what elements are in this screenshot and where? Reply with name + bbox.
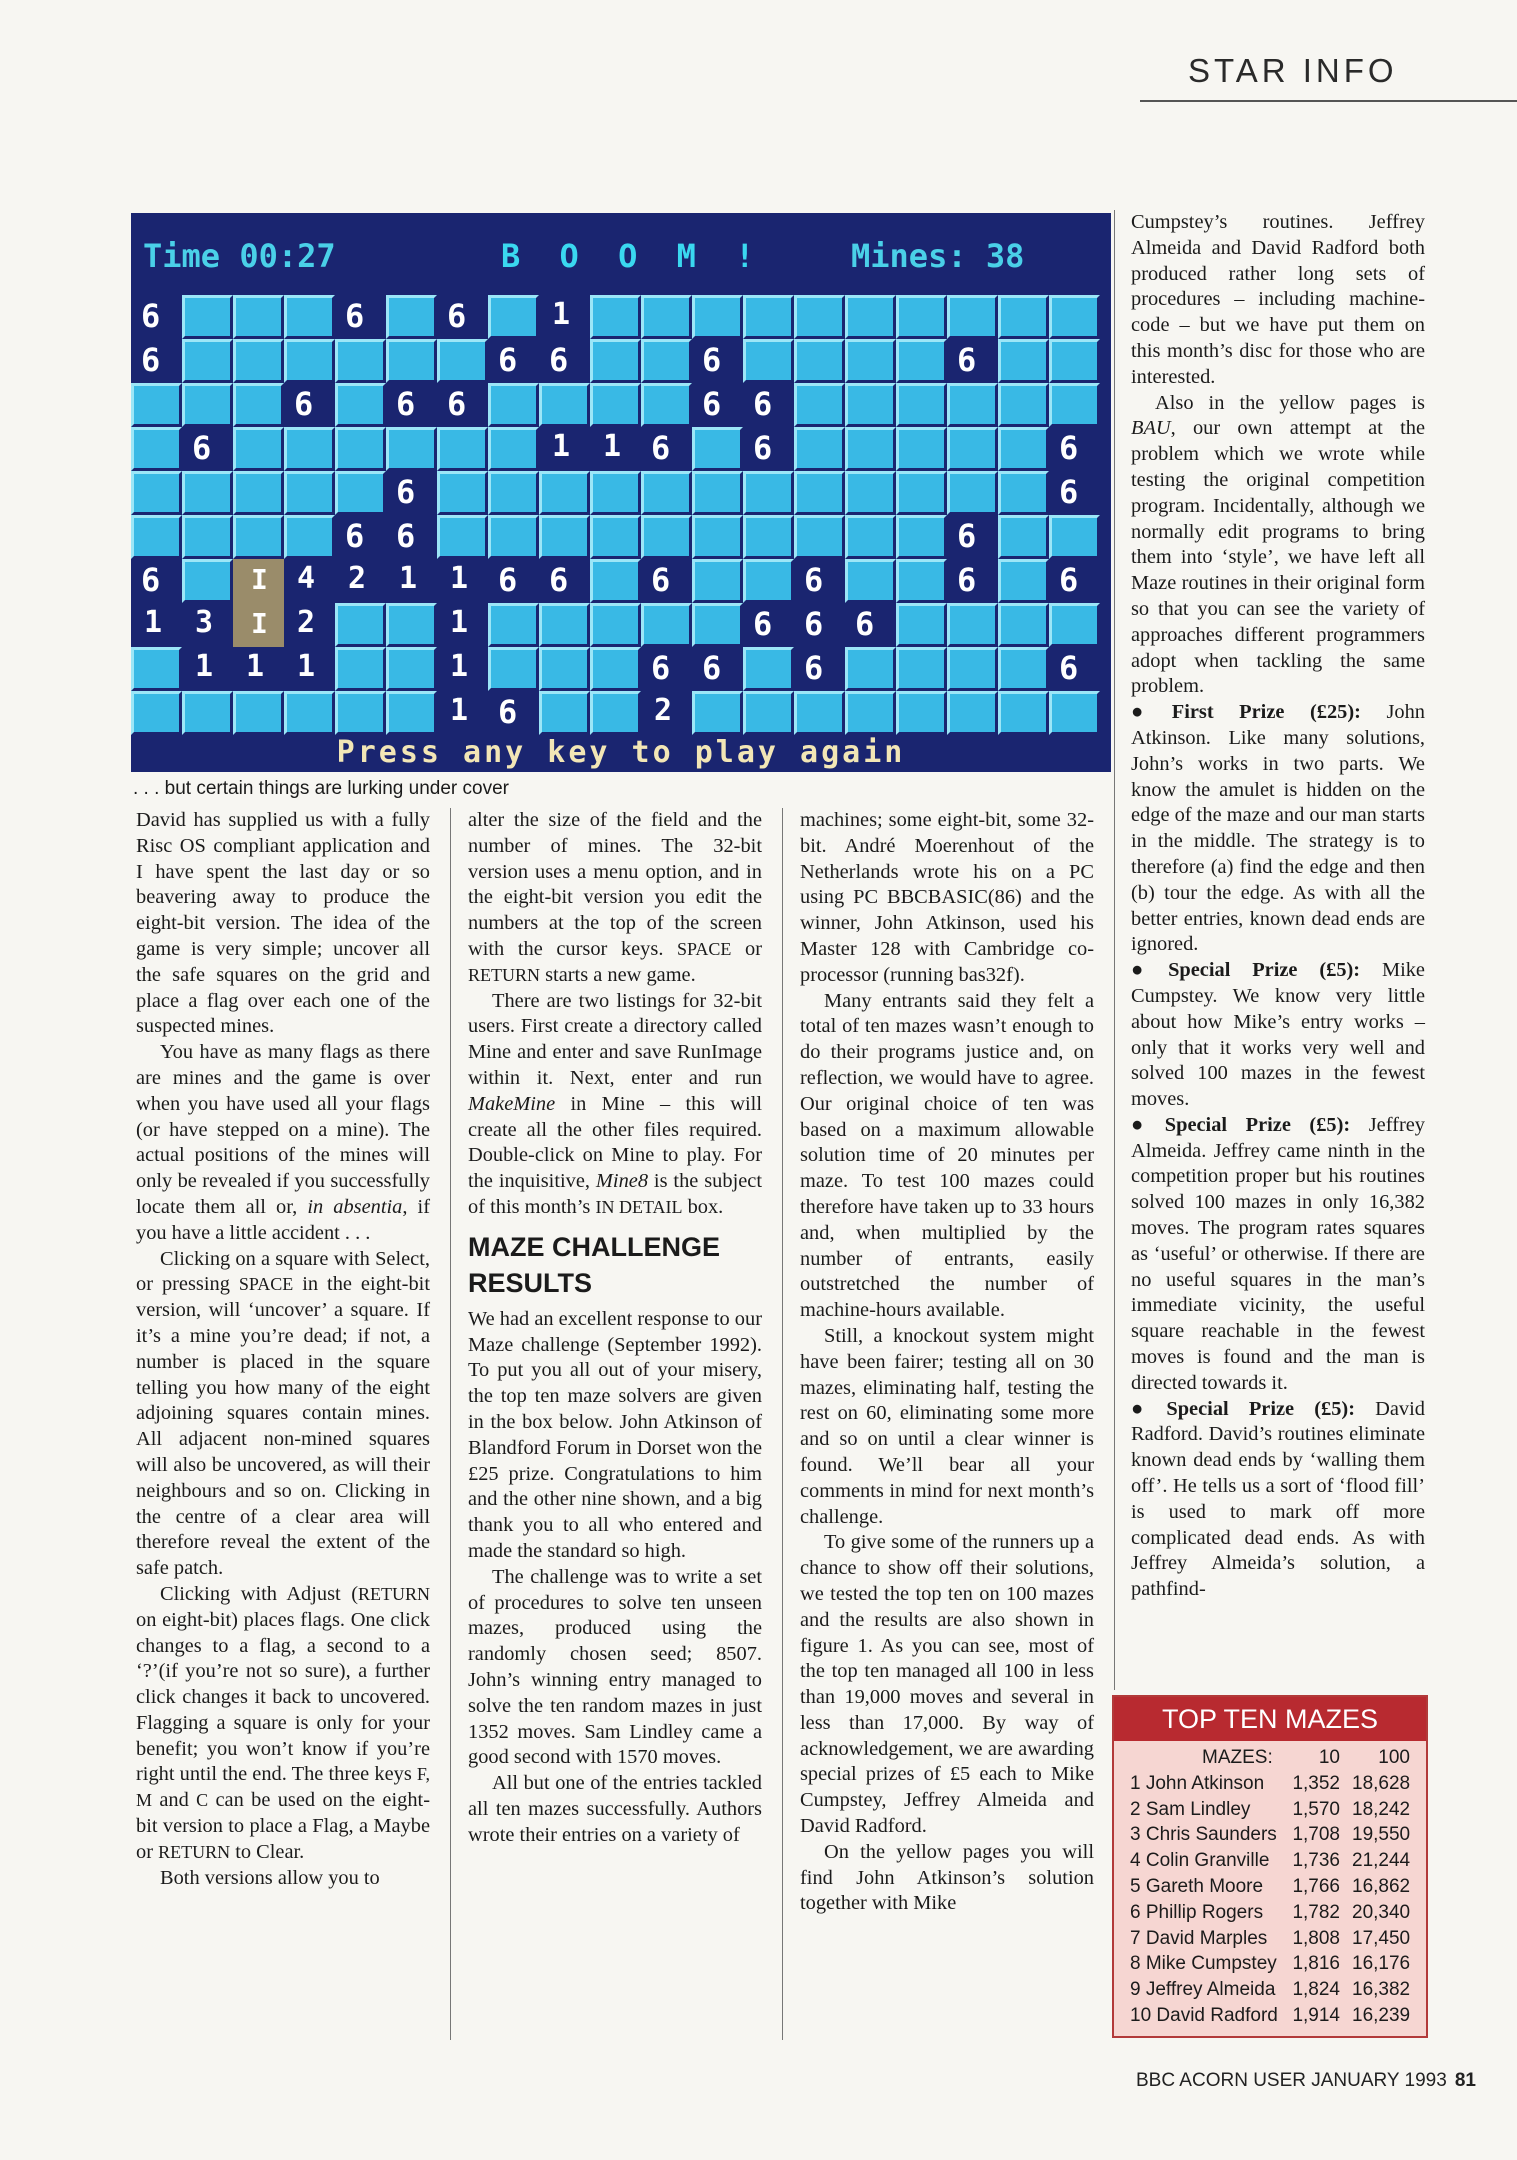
table-body (1114, 1771, 1426, 2029)
grid-cell (794, 691, 845, 735)
column-rule (1114, 210, 1115, 1690)
grid-cell (743, 295, 794, 339)
grid-cell (539, 515, 590, 559)
grid-cell (794, 471, 845, 515)
grid-cell (641, 515, 692, 559)
grid-cell (131, 383, 182, 427)
grid-cell (539, 559, 590, 603)
table-title: TOP TEN MAZES (1114, 1697, 1426, 1741)
grid-cell (437, 603, 488, 647)
grid-cell (1049, 515, 1100, 559)
column-rule (782, 808, 783, 2040)
grid-cell (845, 559, 896, 603)
grid-cell (641, 339, 692, 383)
grid-cell (335, 691, 386, 735)
grid-cell (386, 691, 437, 735)
game-timer: Time 00:27 (143, 237, 336, 275)
table-header-cell: MAZES: (1202, 1747, 1273, 1768)
paragraph: Both versions allow you to (160, 1866, 380, 1889)
grid-cell (947, 647, 998, 691)
grid-cell (539, 471, 590, 515)
grid-cell (845, 515, 896, 559)
section-heading: MAZE CHALLENGE RESULTS (468, 1231, 720, 1298)
table-header-cell: 10 (1318, 1747, 1340, 1768)
grid-cell (488, 427, 539, 471)
grid-cell (386, 339, 437, 383)
grid-cell (437, 559, 488, 603)
grid-cell (233, 427, 284, 471)
table-cell: 6 Phillip Rogers (1130, 1901, 1264, 1923)
grid-cell (896, 339, 947, 383)
grid-cell (998, 295, 1049, 339)
grid-cell (182, 603, 233, 647)
article-column-2 (468, 808, 762, 1848)
grid-cell (488, 515, 539, 559)
table-cell: 7 David Marples (1130, 1927, 1268, 1949)
grid-cell (641, 471, 692, 515)
table-cell: 1,782 (1292, 1901, 1340, 1923)
page-footer (1136, 2070, 1476, 2092)
table-row (1114, 1797, 1426, 1823)
grid-cell (692, 295, 743, 339)
grid-cell (692, 603, 743, 647)
prize-entry: ● Special Prize (£5): David Radford. David’s routines eliminate known dead ends by ‘walling them off’. He tells us a sort of ‘flood fill’ is used to mark off more complicated dead ends. As with Jeffrey Almeida’s solution, a pathfind- (1131, 1397, 1425, 1603)
grid-cell (131, 691, 182, 735)
grid-cell (386, 427, 437, 471)
grid-cell (896, 603, 947, 647)
grid-cell (794, 383, 845, 427)
grid-cell (845, 603, 896, 647)
paragraph: There are two listings for 32-bit users. First create a directory called Mine and enter and save RunImage within it. Next, enter and run MakeMine in Mine – this will create all the other files required. Double-click on Mine to play. For the inquisitive, Mine8 is the subject of this month’s IN DETAIL box. (468, 989, 763, 1218)
grid-cell (947, 515, 998, 559)
grid-cell (998, 691, 1049, 735)
grid-cell (131, 339, 182, 383)
grid-cell (284, 691, 335, 735)
table-cell: 18,242 (1352, 1798, 1411, 1820)
table-cell: 1 John Atkinson (1130, 1772, 1265, 1794)
grid-cell (131, 427, 182, 471)
table-cell: 1,708 (1292, 1824, 1340, 1846)
grid-cell (131, 295, 182, 339)
section-title: STAR INFO (1188, 52, 1398, 89)
grid-cell (1049, 559, 1100, 603)
grid-cell (131, 647, 182, 691)
prize-entry: ● Special Prize (£5): Mike Cumpstey. We know very little about how Mike’s entry works – only that it works very well and solved 100 mazes in the fewest moves. (1131, 958, 1425, 1113)
grid-cell (488, 471, 539, 515)
paragraph: You have as many flags as there are mines and the game is over when you have used all your flags (or have stepped on a mine). The actual positions of the mines will only be revealed if you successfully locate them all or, in absentia, if you have a little accident . . . (136, 1041, 430, 1244)
table-cell: 1,808 (1292, 1927, 1340, 1949)
grid-cell (233, 603, 284, 647)
grid-cell (539, 603, 590, 647)
grid-cell (641, 691, 692, 735)
grid-cell (590, 515, 641, 559)
grid-cell (1049, 427, 1100, 471)
grid-cell (488, 295, 539, 339)
paragraph: David has supplied us with a fully Risc OS compliant application and I have spent the last day or so beavering away to produce the eight-bit version. The idea of the game is very simple; uncover all the safe squares on the grid and place a flag over each one of the suspected mines. (136, 809, 430, 1038)
grid-cell (386, 647, 437, 691)
table-cell: 3 Chris Saunders (1130, 1824, 1277, 1846)
grid-cell (998, 515, 1049, 559)
grid-cell (335, 515, 386, 559)
grid-cell (233, 339, 284, 383)
grid-cell (692, 427, 743, 471)
grid-cell (794, 515, 845, 559)
grid-cell (437, 691, 488, 735)
grid-cell (998, 603, 1049, 647)
table-row (1114, 1926, 1426, 1952)
paragraph: Clicking on a square with Select, or pressing SPACE in the eight-bit version, will ‘uncover’ a square. If it’s a mine you’re dead; if not, a number is placed in the square telling you how many of the eight adjoining squares contain mines. All adjacent non-mined squares will also be uncovered, as will their neighbours and so on. Clicking in the centre of a clear area will therefore reveal the extent of the safe patch. (136, 1247, 430, 1580)
grid-cell (845, 427, 896, 471)
table-row (1114, 1848, 1426, 1874)
grid-cell (896, 559, 947, 603)
grid-cell (488, 647, 539, 691)
table-cell: 1,816 (1292, 1953, 1340, 1975)
grid-cell (641, 383, 692, 427)
grid-cell (590, 603, 641, 647)
grid-cell (488, 559, 539, 603)
grid-cell (488, 603, 539, 647)
grid-cell (488, 339, 539, 383)
grid-cell (641, 427, 692, 471)
grid-cell (692, 339, 743, 383)
grid-cell (845, 383, 896, 427)
magazine-issue: BBC ACORN USER JANUARY 1993 (1136, 2070, 1447, 2091)
grid-cell (182, 383, 233, 427)
grid-cell (131, 471, 182, 515)
table-cell: 17,450 (1352, 1927, 1411, 1949)
paragraph: On the yellow pages you will find John Atkinson’s solution together with Mike (800, 1840, 1094, 1915)
grid-cell (386, 383, 437, 427)
grid-cell (845, 339, 896, 383)
paragraph: We had an excellent response to our Maze challenge (September 1992). To put you all out of your misery, the top ten maze solvers are given in the box below. John Atkinson of Blandford Forum in Dorset won the £25 prize. Congratulations to him and the other nine shown, and a big thank you to all who entered and made the standard so high. (468, 1307, 762, 1562)
grid-cell (641, 295, 692, 339)
table-cell: 2 Sam Lindley (1130, 1798, 1251, 1820)
grid-cell (284, 647, 335, 691)
grid-cell (182, 295, 233, 339)
grid-cell (692, 471, 743, 515)
grid-cell (182, 647, 233, 691)
table-cell: 1,352 (1292, 1772, 1340, 1794)
grid-cell (1049, 295, 1100, 339)
paragraph: Still, a knockout system might have been fairer; testing all on 30 mazes, eliminating half, testing the rest on 60, eliminating some more and so on until a clear winner is found. We’ll bear all your comments in mind for next month’s challenge. (800, 1324, 1094, 1528)
table-cell: 19,550 (1352, 1824, 1411, 1846)
game-hud (131, 213, 1111, 293)
mine-counter: Mines: 38 (851, 237, 1025, 275)
grid-cell (896, 647, 947, 691)
grid-cell (284, 427, 335, 471)
table-cell: 18,628 (1352, 1772, 1411, 1794)
grid-cell (794, 603, 845, 647)
grid-cell (233, 559, 284, 603)
grid-cell (590, 691, 641, 735)
paragraph: machines; some eight-bit, some 32-bit. André Moerenhout of the Netherlands wrote his on a PC using PC BBCBASIC(86) and the winner, John Atkinson, used his Master 128 with Cambridge co-processor (running bas32f). (800, 809, 1094, 986)
grid-cell (335, 471, 386, 515)
grid-cell (539, 383, 590, 427)
paragraph: Many entrants said they felt a total of ten mazes wasn’t enough to do their programs justice and, on reflection, we would have to agree. Our original choice of ten was based on a maximum allowable solution time of 20 minutes per maze. To test 100 mazes could therefore have taken up to 33 hours and, when multiplied by the number of entrants, easily outstretched the number of machine-hours available. (800, 989, 1094, 1322)
grid-cell (590, 295, 641, 339)
grid-cell (947, 559, 998, 603)
grid-cell (182, 559, 233, 603)
grid-cell (437, 515, 488, 559)
grid-cell (896, 471, 947, 515)
grid-cell (998, 559, 1049, 603)
table-row (1114, 1771, 1426, 1797)
grid-cell (182, 691, 233, 735)
table-cell: 1,824 (1292, 1979, 1340, 2001)
grid-cell (284, 383, 335, 427)
grid-cell (692, 559, 743, 603)
table-row (1114, 1874, 1426, 1900)
grid-cell (692, 647, 743, 691)
grid-cell (998, 383, 1049, 427)
grid-cell (590, 559, 641, 603)
grid-cell (845, 691, 896, 735)
grid-cell (284, 471, 335, 515)
top-ten-mazes-table (1112, 1695, 1428, 2038)
paragraph: Also in the yellow pages is BAU, our own attempt at the problem which we wrote while testing the original competition program. Incidentally, although we normally edit programs to bring them into ‘style’, we have left all Maze routines in their original form so that you can see the variety of approaches different programmers adopt when tackling the same problem. (1131, 391, 1425, 698)
grid-cell (794, 339, 845, 383)
minefield-grid (131, 295, 1100, 735)
grid-cell (539, 427, 590, 471)
grid-cell (437, 471, 488, 515)
table-row (1114, 1977, 1426, 2003)
table-row (1114, 2003, 1426, 2029)
grid-cell (335, 647, 386, 691)
play-again-prompt: Press any key to play again (336, 735, 906, 770)
grid-cell (947, 295, 998, 339)
table-row (1114, 1900, 1426, 1926)
paragraph: Cumpstey’s routines. Jeffrey Almeida and David Radford both produced rather long sets of procedures – including machine-code – but we have put them on this month’s disc for those who are interested. (1131, 211, 1425, 388)
grid-cell (794, 295, 845, 339)
grid-cell (947, 603, 998, 647)
grid-cell (1049, 691, 1100, 735)
grid-cell (590, 471, 641, 515)
grid-cell (182, 427, 233, 471)
article-column-1 (136, 808, 430, 1891)
grid-cell (386, 559, 437, 603)
grid-cell (896, 691, 947, 735)
grid-cell (743, 471, 794, 515)
grid-cell (488, 383, 539, 427)
grid-cell (896, 427, 947, 471)
grid-cell (590, 427, 641, 471)
grid-cell (590, 383, 641, 427)
article-column-4 (1131, 210, 1425, 1603)
grid-cell (998, 647, 1049, 691)
grid-cell (437, 295, 488, 339)
grid-cell (590, 339, 641, 383)
grid-cell (1049, 603, 1100, 647)
table-cell: 20,340 (1352, 1901, 1411, 1923)
grid-cell (896, 515, 947, 559)
prize-entry: ● First Prize (£25): John Atkinson. Like many solutions, John’s works in two parts. We know the amulet is hidden on the edge of the maze and our man starts in the middle. The strategy is to therefore (a) find the edge and then (b) tour the edge. As with all the better entries, known dead ends are ignored. (1131, 700, 1425, 958)
grid-cell (539, 647, 590, 691)
grid-cell (233, 691, 284, 735)
table-cell: 1,736 (1292, 1850, 1340, 1872)
table-cell: 16,382 (1352, 1979, 1411, 2001)
grid-cell (335, 383, 386, 427)
grid-cell (743, 559, 794, 603)
grid-cell (743, 603, 794, 647)
grid-cell (794, 647, 845, 691)
table-cell: 5 Gareth Moore (1130, 1875, 1264, 1897)
grid-cell (539, 691, 590, 735)
grid-cell (692, 383, 743, 427)
paragraph: All but one of the entries tackled all ten mazes successfully. Authors wrote their entries on a variety of (468, 1772, 762, 1846)
grid-cell (743, 427, 794, 471)
grid-cell (896, 295, 947, 339)
table-cell: 16,176 (1352, 1953, 1411, 1975)
grid-cell (1049, 383, 1100, 427)
grid-cell (1049, 471, 1100, 515)
grid-cell (284, 515, 335, 559)
grid-cell (590, 647, 641, 691)
grid-cell (743, 691, 794, 735)
paragraph: To give some of the runners up a chance to show off their solutions, we tested the top ten on 100 mazes and the results are also shown in figure 1. As you can see, most of the top ten managed all 100 in less than 19,000 moves and several in less than 17,000. By way of acknowledgement, we are awarding special prizes of £5 each to Mike Cumpstey, Jeffrey Almeida and David Radford. (800, 1531, 1094, 1838)
grid-cell (131, 603, 182, 647)
page-number: 81 (1454, 2070, 1476, 2091)
game-screenshot (131, 213, 1111, 772)
table-cell: 1,570 (1292, 1798, 1340, 1820)
grid-cell (794, 559, 845, 603)
grid-cell (335, 427, 386, 471)
grid-cell (386, 603, 437, 647)
table-cell: 1,766 (1292, 1875, 1340, 1897)
grid-cell (182, 471, 233, 515)
grid-cell (896, 383, 947, 427)
grid-cell (386, 471, 437, 515)
grid-cell (437, 339, 488, 383)
table-cell: 10 David Radford (1130, 2004, 1278, 2026)
grid-cell (386, 295, 437, 339)
screenshot-caption: . . . but certain things are lurking under cover (133, 778, 509, 799)
grid-cell (1049, 647, 1100, 691)
grid-cell (692, 515, 743, 559)
grid-cell (539, 295, 590, 339)
grid-cell (335, 603, 386, 647)
grid-cell (845, 295, 896, 339)
grid-cell (998, 339, 1049, 383)
grid-cell (233, 471, 284, 515)
table-cell: 16,862 (1352, 1875, 1411, 1897)
grid-cell (743, 515, 794, 559)
column-rule (450, 808, 451, 2040)
grid-cell (233, 515, 284, 559)
grid-cell (335, 339, 386, 383)
grid-cell (641, 603, 692, 647)
grid-cell (743, 647, 794, 691)
grid-cell (284, 295, 335, 339)
grid-cell (233, 647, 284, 691)
table-header-cell: 100 (1378, 1747, 1410, 1768)
grid-cell (335, 559, 386, 603)
prize-entry: ● Special Prize (£5): Jeffrey Almeida. Jeffrey came ninth in the competition proper but his routines solved 100 mazes in only 16,382 moves. The program rates squares as ‘useful’ or otherwise. If there are no useful squares in the man’s immediate vicinity, the useful square reachable in the fewest moves is found and the man is directed towards it. (1131, 1113, 1425, 1397)
grid-cell (692, 691, 743, 735)
table-cell: 9 Jeffrey Almeida (1130, 1979, 1276, 2001)
grid-cell (947, 691, 998, 735)
article-column-3 (800, 808, 1094, 1917)
grid-cell (437, 427, 488, 471)
grid-cell (947, 427, 998, 471)
table-cell: 4 Colin Granville (1130, 1850, 1270, 1872)
table-header-row (1114, 1745, 1426, 1771)
grid-cell (1049, 339, 1100, 383)
grid-cell (743, 383, 794, 427)
grid-cell (998, 427, 1049, 471)
grid-cell (437, 383, 488, 427)
grid-cell (794, 427, 845, 471)
paragraph: The challenge was to write a set of procedures to solve ten unseen mazes, produced using the randomly chosen seed; 8507. John’s winning entry managed to solve the ten random mazes in just 1352 moves. Sam Lindley came a good second with 1570 moves. (468, 1565, 762, 1769)
paragraph: alter the size of the field and the number of mines. The 32-bit version uses a menu option, and in the eight-bit version you edit the numbers at the top of the screen with the cursor keys. SPACE or RETURN starts a new game. (468, 809, 762, 986)
header-rule (1140, 100, 1517, 102)
grid-cell (131, 515, 182, 559)
grid-cell (284, 603, 335, 647)
table-cell: 1,914 (1292, 2004, 1340, 2026)
game-status: B O O M ! (501, 237, 765, 275)
grid-cell (845, 471, 896, 515)
table-row (1114, 1951, 1426, 1977)
grid-cell (284, 339, 335, 383)
grid-cell (233, 383, 284, 427)
grid-cell (998, 471, 1049, 515)
table-cell: 16,239 (1352, 2004, 1411, 2026)
grid-cell (437, 647, 488, 691)
grid-cell (488, 691, 539, 735)
table-cell: 8 Mike Cumpstey (1130, 1953, 1277, 1975)
grid-cell (641, 559, 692, 603)
table-row (1114, 1822, 1426, 1848)
grid-cell (539, 339, 590, 383)
grid-cell (947, 471, 998, 515)
grid-cell (743, 339, 794, 383)
grid-cell (284, 559, 335, 603)
grid-cell (131, 559, 182, 603)
grid-cell (386, 515, 437, 559)
paragraph: Clicking with Adjust (RETURN on eight-bit) places flags. One click changes to a flag, a second to a ‘?’(if you’re not so sure), a further click changes it back to uncovered. Flagging a square is only for your benefit; you won’t know if you’re right until the end. The three keys F, M and C can be used on the eight-bit version to place a Flag, a Maybe or RETURN to Clear. (136, 1582, 430, 1863)
table-cell: 21,244 (1352, 1850, 1411, 1872)
grid-cell (182, 515, 233, 559)
grid-cell (947, 339, 998, 383)
grid-cell (182, 339, 233, 383)
grid-cell (641, 647, 692, 691)
grid-cell (947, 383, 998, 427)
grid-cell (335, 295, 386, 339)
grid-cell (233, 295, 284, 339)
grid-cell (845, 647, 896, 691)
